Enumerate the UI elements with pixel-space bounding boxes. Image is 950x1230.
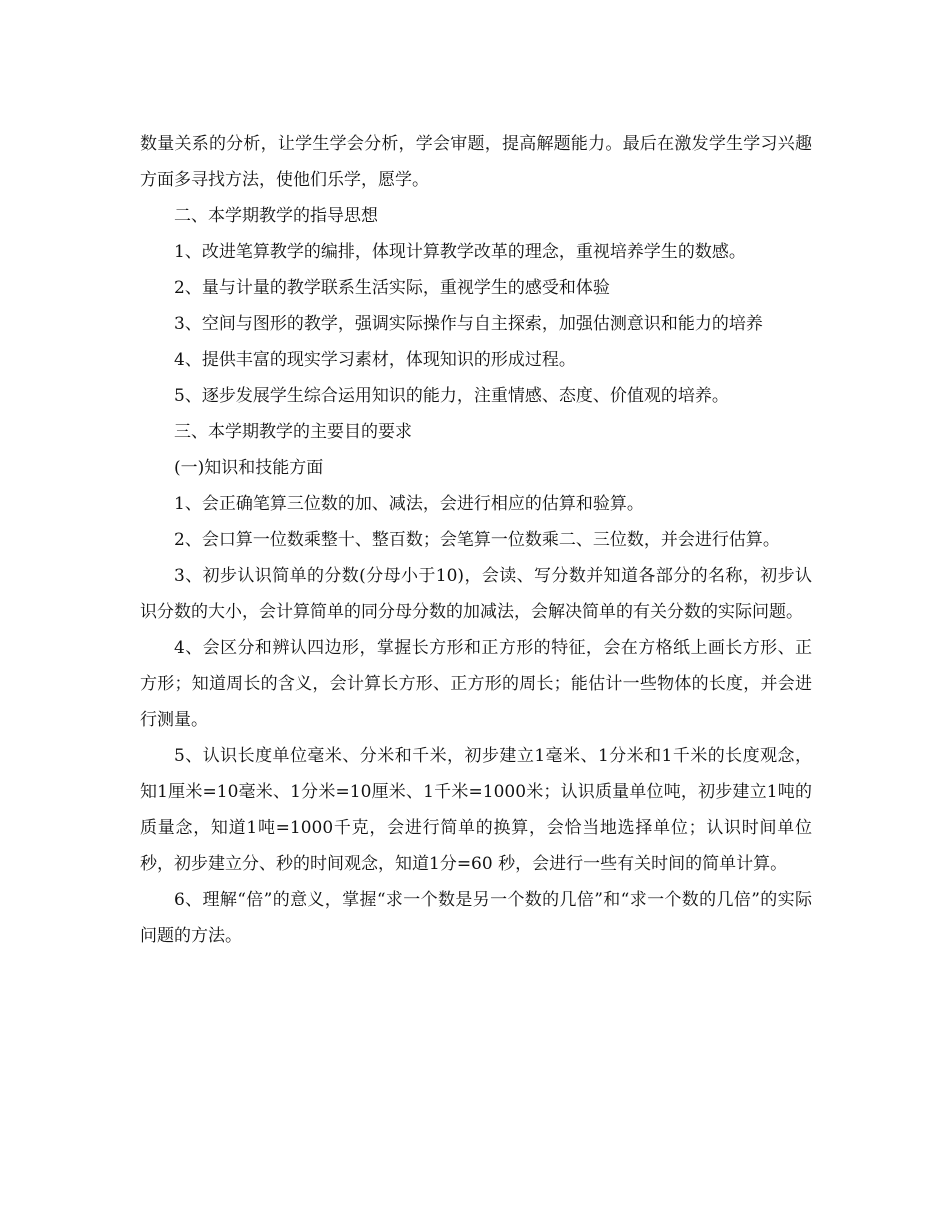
list-item: 5、认识长度单位毫米、分米和千米，初步建立1毫米、1分米和1千米的长度观念，知1厘米=10毫米、1分米=10厘米、1千米=1000米；认识质量单位吨，初步建立1吨的质量念，知道1吨=1000千克，会进行简单的换算，会恰当地选择单位；认识时间单位秒，初步建立分、秒的时间观念，知道1分=60 秒，会进行一些有关时间的简单计算。 [140,746,812,874]
subsection-heading: (一)知识和技能方面 [174,458,324,478]
list-item: 5、逐步发展学生综合运用知识的能力，注重情感、态度、价值观的培养。 [174,386,729,406]
list-item: 1、改进笔算教学的编排，体现计算教学改革的理念，重视培养学生的数感。 [174,242,746,262]
list-item: 3、空间与图形的教学，强调实际操作与自主探索，加强估测意识和能力的培养 [174,314,763,334]
list-item: 4、会区分和辨认四边形，掌握长方形和正方形的特征，会在方格纸上画长方形、正方形；知道周长的含义，会计算长方形、正方形的周长；能估计一些物体的长度，并会进行测量。 [140,638,812,730]
list-item: 6、理解“倍”的意义，掌握“求一个数是另一个数的几倍”和“求一个数的几倍”的实际 问题的方法。 [140,890,812,946]
paragraph: 数量关系的分析，让学生学会分析，学会审题，提高解题能力。最后在激发学生学习兴趣方面多寻找方法，使他们乐学，愿学。 [140,134,812,190]
list-item: 1、会正确笔算三位数的加、减法，会进行相应的估算和验算。 [174,494,644,514]
document-body [140,126,812,954]
list-item: 2、量与计量的教学联系生活实际，重视学生的感受和体验 [174,278,610,298]
list-item: 3、初步认识简单的分数(分母小于10)，会读、写分数并知道各部分的名称，初步认识分数的大小，会计算简单的同分母分数的加减法，会解决简单的有关分数的实际问题。 [140,566,812,622]
section-heading: 二、本学期教学的指导思想 [174,206,378,226]
section-heading: 三、本学期教学的主要目的要求 [174,422,412,442]
list-item: 4、提供丰富的现实学习素材，体现知识的形成过程。 [174,350,576,370]
list-item: 2、会口算一位数乘整十、整百数；会笔算一位数乘二、三位数，并会进行估算。 [174,530,780,550]
